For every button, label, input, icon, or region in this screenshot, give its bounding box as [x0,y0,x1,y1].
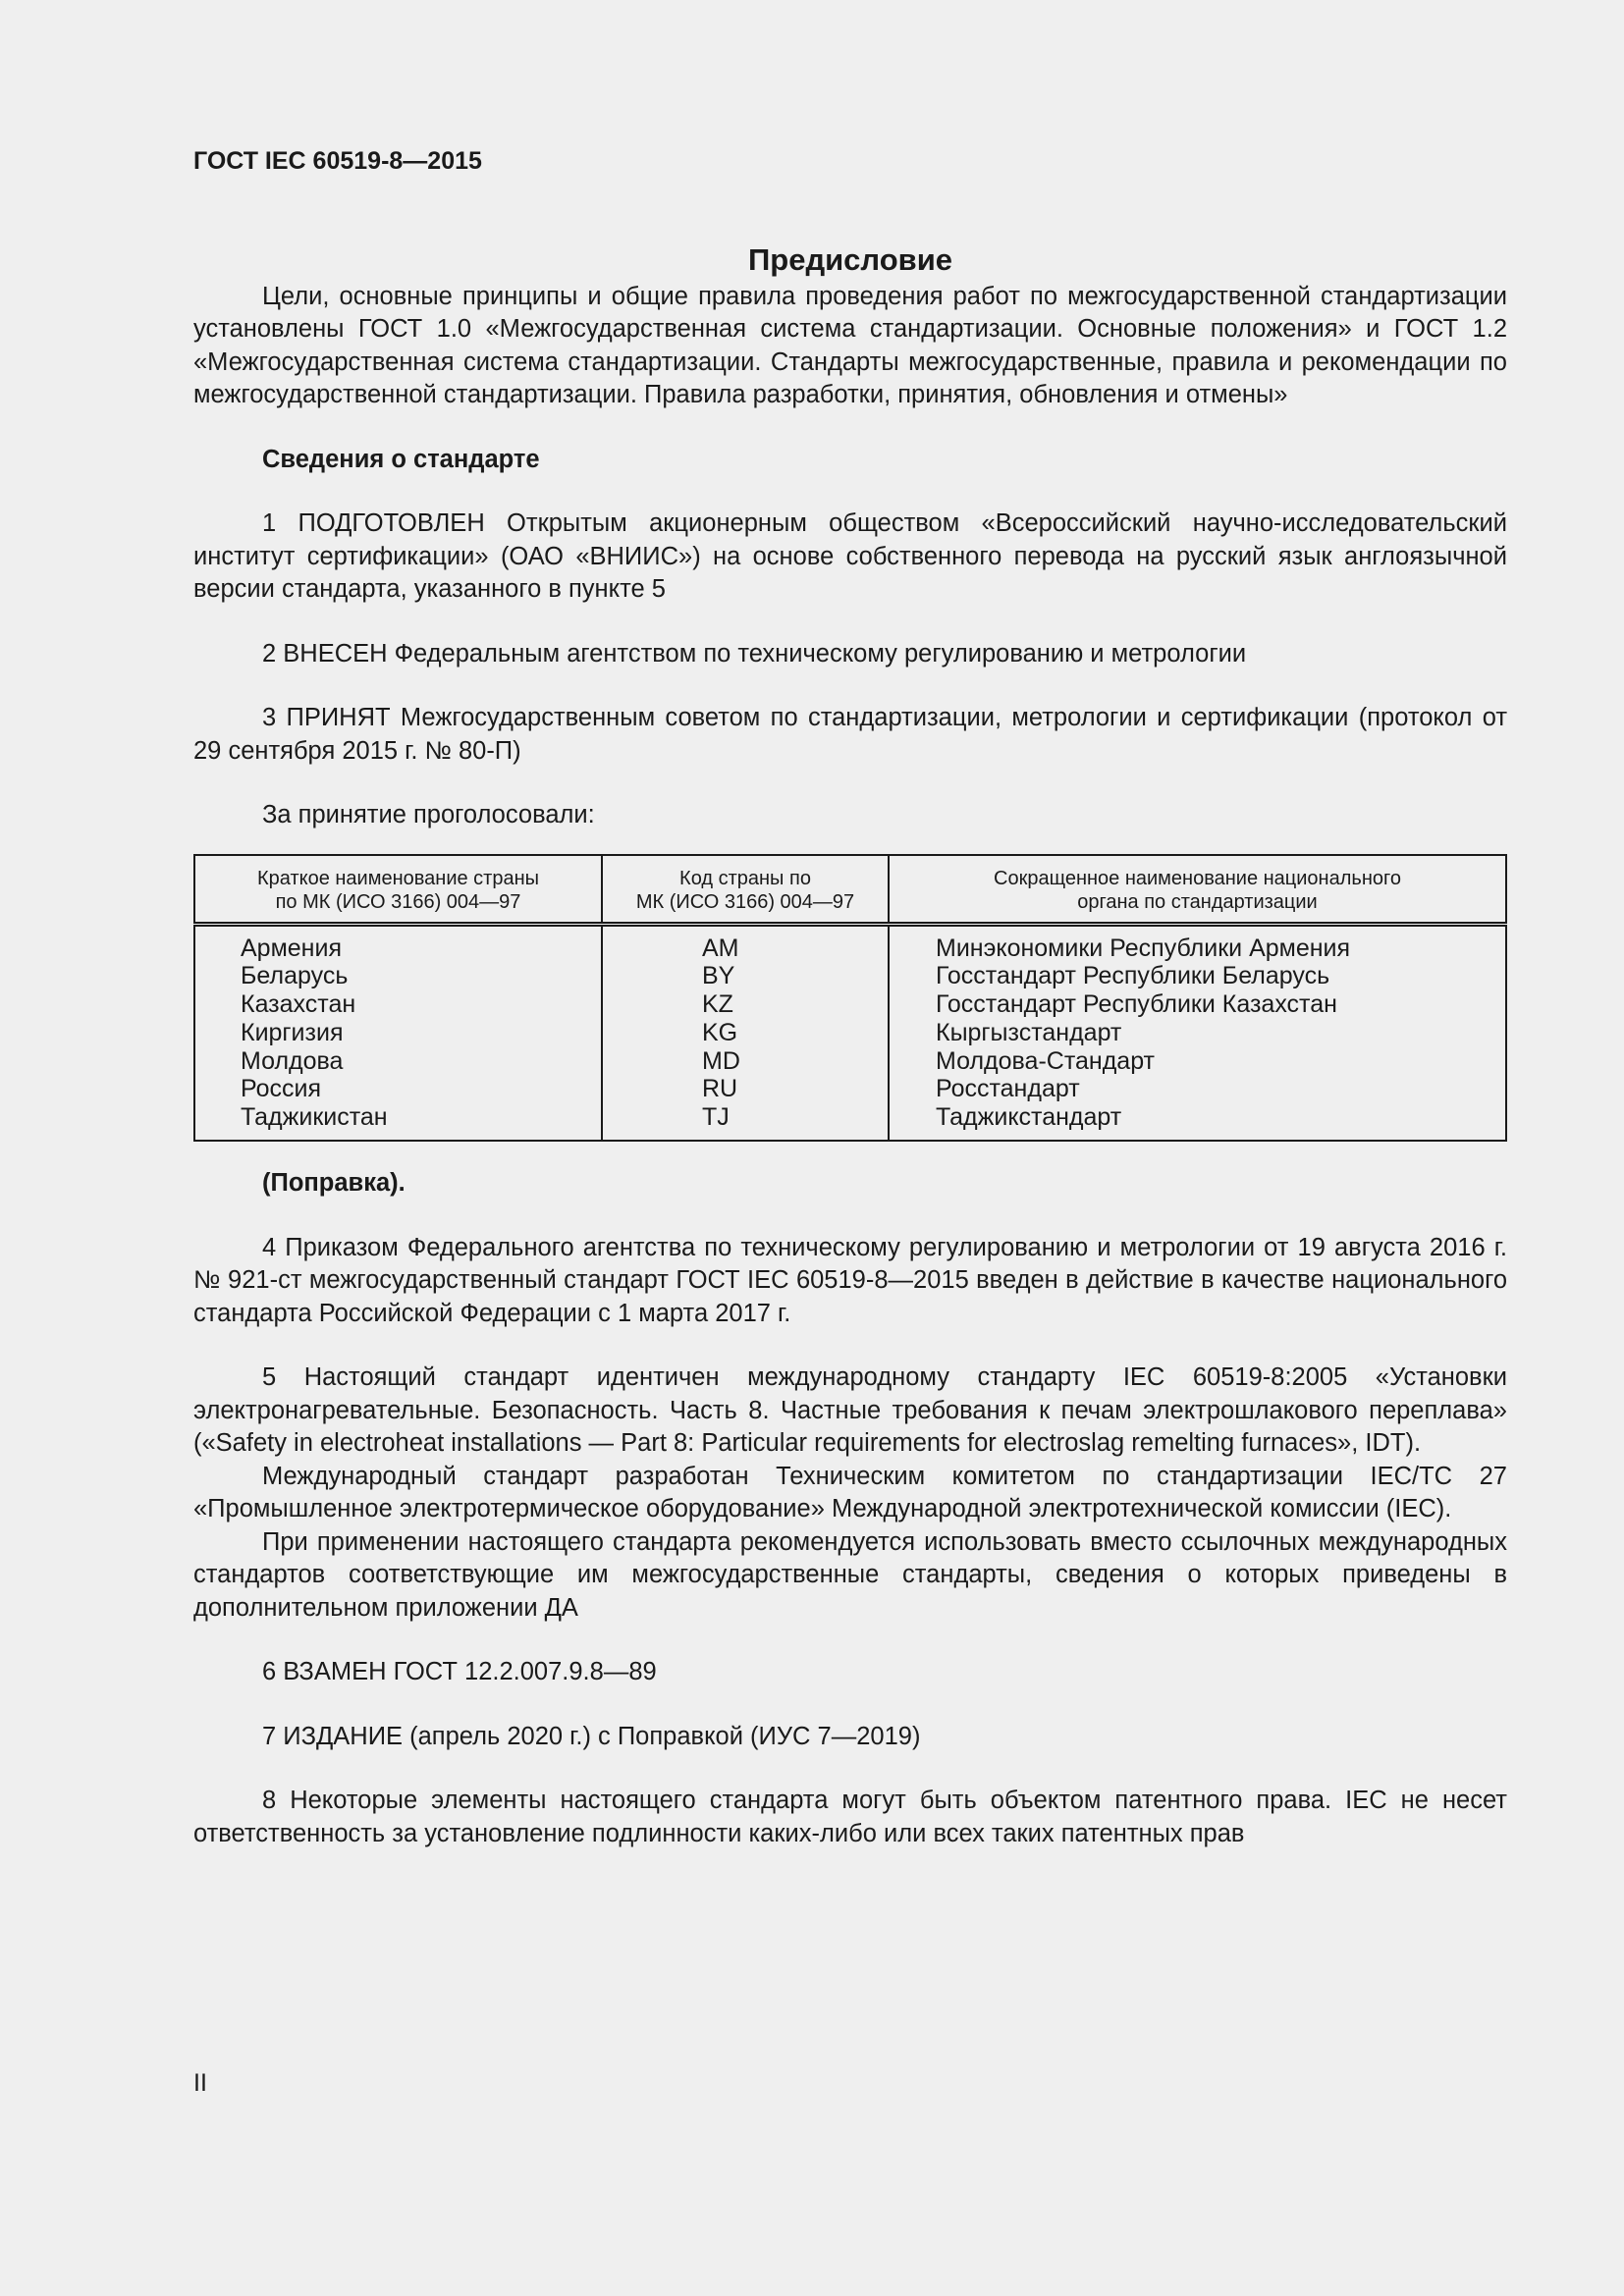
header-country-code: Код страны по МК (ИСО 3166) 004—97 [602,855,889,925]
country-code: RU [702,1075,738,1103]
item-7: 7 ИЗДАНИЕ (апрель 2020 г.) с Поправкой (ИУС 7—2019) [262,1722,921,1750]
country-name: Таджикистан [241,1103,388,1132]
code-column [602,924,889,1141]
item-8: 8 Некоторые элементы настоящего стандарта могут быть объектом патентного права. IEC не несет ответственность за установление подлинности каких-либо или всех таких патентных прав [193,1787,1507,1847]
item-6: 6 ВЗАМЕН ГОСТ 12.2.007.9.8—89 [262,1658,657,1686]
item-4: 4 Приказом Федерального агентства по техническому регулированию и метрологии от 19 августа 2016 г. № 921-ст межгосударственный стандарт ГОСТ IEC 60519-8—2015 введен в действие в качестве национального стандарта Российской Федерации с 1 марта 2017 г. [193,1233,1507,1327]
national-body: Росстандарт [936,1075,1080,1103]
national-body: Таджикстандарт [936,1103,1122,1132]
national-body: Молдова-Стандарт [936,1046,1155,1075]
standard-code-header: ГОСТ IEC 60519-8—2015 [193,147,482,175]
country-code: MD [702,1046,740,1075]
amendment-note: (Поправка). [262,1169,406,1198]
header-national-body: Сокращенное наименование национального органа по стандартизации [994,867,1401,913]
item-3: 3 ПРИНЯТ Межгосударственным советом по стандартизации, метрологии и сертификации (протокол от 29 сентября 2015 г. № 80-П) [193,704,1507,765]
item-5-tc: Международный стандарт разработан Техническим комитетом по стандартизации IEC/TC 27 «Промышленное электротермическое оборудование» Международной электротехнической комиссии (IEC). [193,1462,1507,1523]
item-5: 5 Настоящий стандарт идентичен международному стандарту IEC 60519-8:2005 «Установки электронагревательные. Безопасность. Часть 8. Частные требования к печам электрошлакового переплава» («Safety in electroheat installations — Part 8: Particular requirements for electroslag remelting furnaces», IDT). [193,1363,1507,1458]
national-body: Минэкономики Республики Армения [936,934,1351,962]
country-name: Казахстан [241,990,356,1019]
country-code: BY [702,962,735,990]
country-column [194,924,602,1141]
national-body: Госстандарт Республики Казахстан [936,990,1337,1019]
national-body: Кыргызстандарт [936,1018,1122,1046]
body-column [889,924,1506,1141]
country-name: Армения [241,934,342,962]
country-code: KG [702,1018,738,1046]
voted-label: За принятие проголосовали: [262,801,595,828]
country-code: TJ [702,1103,730,1132]
table-header-row [194,855,1506,925]
country-name: Молдова [241,1046,344,1075]
page-title: Предисловие [747,241,952,277]
info-heading: Сведения о стандарте [262,445,540,473]
header-country-name: Краткое наименование страны по МК (ИСО 3166) 004—97 [194,855,602,925]
page-number: II [193,2069,207,2097]
country-code: KZ [702,990,733,1019]
country-name: Киргизия [241,1018,344,1046]
page-content [193,145,1507,1850]
voting-table [193,854,1507,1143]
item-5-note: При применении настоящего стандарта рекомендуется использовать вместо ссылочных международных стандартов соответствующие им межгосударственные стандарты, сведения о которых приведены в дополнительном приложении ДА [193,1527,1507,1622]
title-block [193,179,1507,281]
table-row [194,924,1506,1141]
country-name: Россия [241,1075,321,1103]
country-name: Беларусь [241,962,349,990]
intro-paragraph: Цели, основные принципы и общие правила проведения работ по межгосударственной стандартизации установлены ГОСТ 1.0 «Межгосударственная система стандартизации. Основные положения» и ГОСТ 1.2 «Межгосударственная система стандартизации. Стандарты межгосударственные, правила и рекомендации по межгосударственной стандартизации. Правила разработки, принятия, обновления и отмены» [193,282,1507,408]
national-body: Госстандарт Республики Беларусь [936,962,1330,990]
item-1: 1 ПОДГОТОВЛЕН Открытым акционерным обществом «Всероссийский научно-исследовательский институт сертификации» (ОАО «ВНИИС») на основе собственного перевода на русский язык англоязычной версии стандарта, указанного в пункте 5 [193,509,1507,603]
country-code: AM [702,934,739,962]
item-2: 2 ВНЕСЕН Федеральным агентством по техническому регулированию и метрологии [262,639,1247,667]
